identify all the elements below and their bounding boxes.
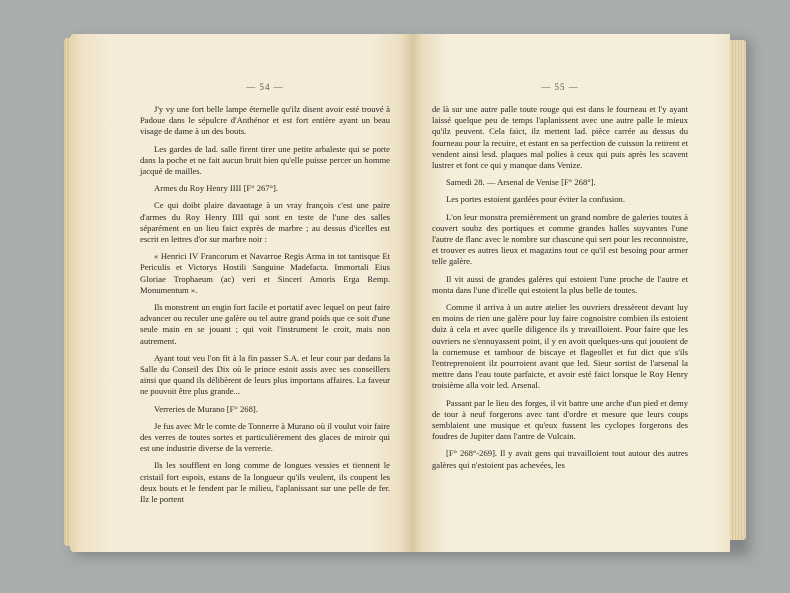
paragraph: J'y vy une fort belle lampe éternelle qu'ilz disent avoir esté trouvé à Padoue dans le sépulcre d'Anthénor et est fort entière ayant un beau visage de dame à un des bouts. <box>140 104 390 137</box>
paragraph: Je fus avec Mr le comte de Tonnerre à Murano où il voulut voir faire des verres de toutes sortes et particulièrement des glaces de miroir qui est une industrie diverse de la verrerie. <box>140 420 390 454</box>
paragraph: Ce qui doibt plaire davantage à un vray françois c'est une paire d'armes du Roy Henry IIII qui sont en teste de l'une des salles séparément en un lieu faict exprès de marbre ; au dessus d'icelles est escrit en lettres d'or sur marbre noir : <box>140 200 390 245</box>
left-page <box>70 34 412 552</box>
paragraph: L'on leur monstra premièrement un grand nombre de galeries toutes à couvert soubz des portiques et comme grandes halles suyvantes l'une l'autre de flanc avec le nombre sur chascune qui sert pour les reconnoistre, et trouver es autres lieux et magazins tout ce qu'il est besoing pour armer telle galère. <box>432 211 688 267</box>
left-page-text <box>140 104 390 505</box>
right-page-edges <box>730 40 746 540</box>
paragraph: [F° 268°-269]. Il y avait gens qui travailloient tout autour des autres galères qui n'estoient pas achevées, les <box>432 448 688 470</box>
paragraph: Comme il arriva à un autre atelier les ouvriers dressèrent devant luy en moins de rien une galère pour luy faire cognoistre combien ils estoient duiz à cela et avec quelle diligence ils y travailloient. Pour faire que les ouvriers ne s'ennuyassent point, il y en avoit quelques-uns qui jouoient de la cornemuse et tambour de biscaye et flageollet et fut dict que s'ils l'entreprenoient ilz pourroient avant que led. Sieur sortist de l'arsenal la mettre dans l'eau toute parfaicte, et avoir esté faict lorsque le Roy Henry troisième alla voir led. Arsenal. <box>432 302 688 391</box>
paragraph: Les portes estoient gardées pour éviter la confusion. <box>446 194 625 205</box>
paragraph: Ayant tout veu l'on fit à la fin passer S.A. et leur cour par dedans la Salle du Conseil des Dix où le prince estoit assis avec ses conseillers ainsi que quand ils délibèrent de leurs plus importans affaires. La faveur ne pouvoit être plus grande... <box>140 352 390 397</box>
paragraph: de là sur une autre palle toute rouge qui est dans le fourneau et l'y ayant laissé quelque peu de temps l'aplanissent avec une autre palle le mieux qu'ilz peuvent. Cela faict, ilz mettent lad. pièce carrée au dessus du fourneau pour la recuire, et estant en sa perfection de cuisson la retirent et vendent ainsi lesd. plaques mal polies à ceux qui puis après les scavent lustrer et font ce qui y manque dans Venize. <box>432 104 688 171</box>
right-page <box>412 34 730 552</box>
paragraph: Ils les soufflent en long comme de longues vessies et tiennent le cristail fort espois, estans de la longueur qu'ils veulent, ils coupent les deux bouts et le fendent par le milieu, l'aplanissant sur une pelle de fer. Ilz le portent <box>140 460 390 505</box>
paragraph: Les gardes de lad. salle firent tirer une petite arbaleste qui se porte dans la poche et ne fait aucun bruit bien qu'elle puisse percer un homme jacqué de mailles. <box>140 143 390 177</box>
left-page-number: — 54 — <box>246 82 284 92</box>
right-page-number: — 55 — <box>541 82 579 92</box>
paragraph: Ils monstrent un engin fort facile et portatif avec lequel on peut faire advancer ou reculer une galère ou tel autre grand poids que ce soit d'une seule main en se jouant ; qui voit l'instrument le croit, mais non autrement. <box>140 302 390 346</box>
right-page-text <box>432 104 688 471</box>
section-heading: Verreries de Murano [F° 268]. <box>154 403 258 414</box>
section-heading: Samedi 28. — Arsenal de Venise [F° 268°]. <box>446 177 596 188</box>
paragraph: Il vit aussi de grandes galères qui estoient l'une proche de l'autre et monta dans l'une d'icelle qui estoient la plus belle de toutes. <box>432 273 688 295</box>
section-heading: Armes du Roy Henry IIII [F° 267°]. <box>154 183 279 194</box>
paragraph: Passant par le lieu des forges, il vit battre une arche d'un pied et demy de tour à neuf forgerons avec tant d'ordre et mesure que leurs coups semblaient une musique et qu'eux fussent les cyclopes forgerons des foudres de Jupiter dans l'antre de Vulcain. <box>432 397 688 442</box>
quotation: « Henrici IV Francorum et Navarroe Regis Arma in tot tantisque Et Periculis et Victorys Hostili Sanguine Madefacta. Immortali Eius Gloriae Trophaeum (ac) veri et Sinceri Amoris Erga Remp. Monumentum ». <box>140 251 390 295</box>
open-book <box>70 34 750 552</box>
